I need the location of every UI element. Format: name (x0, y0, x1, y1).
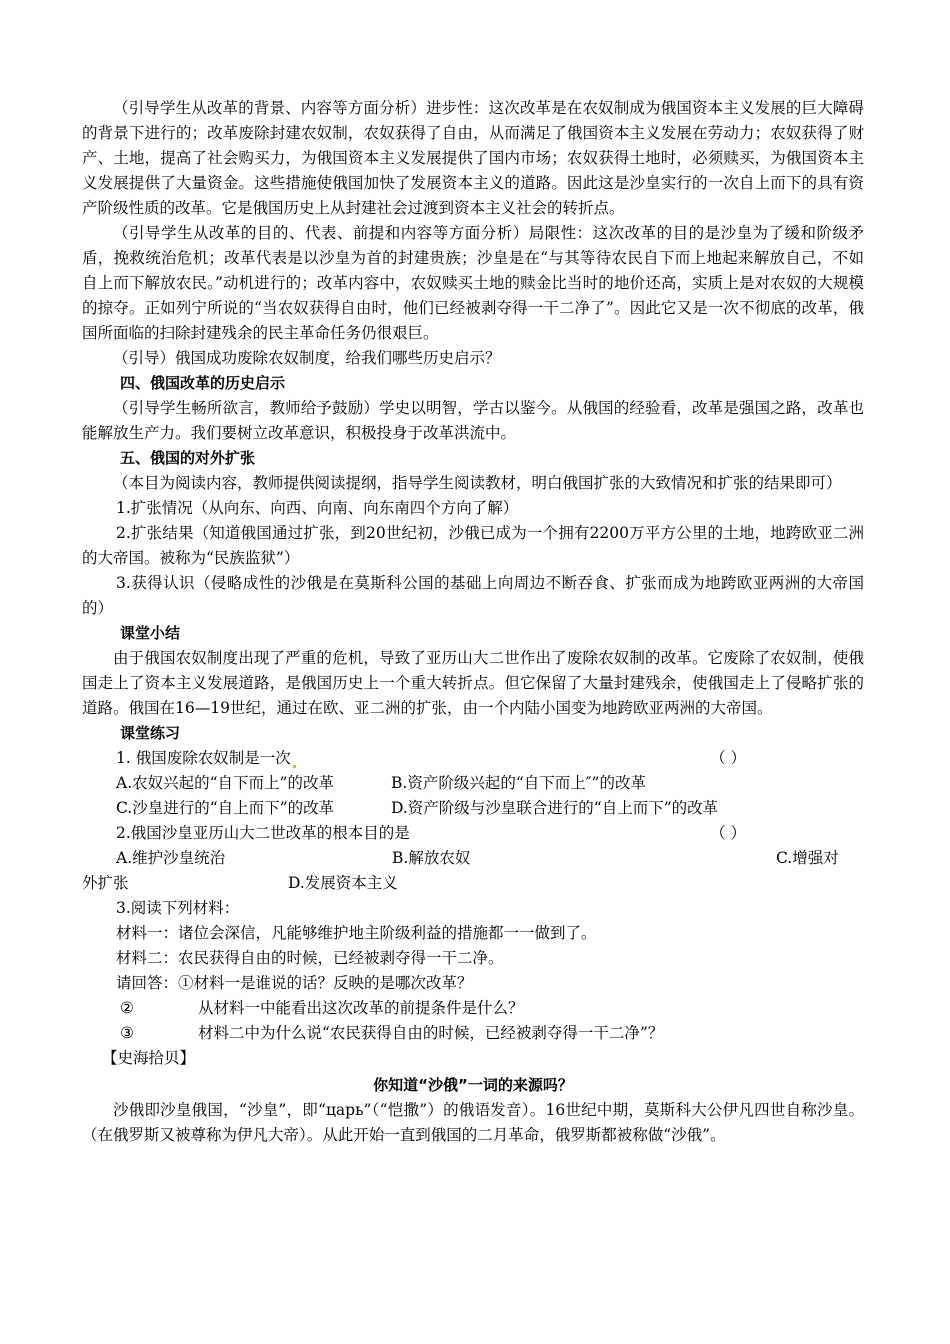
document-page (82, 96, 864, 1148)
history-title: 你知道“沙俄”一词的来源吗？ (373, 1076, 573, 1094)
question-1-options-ab (82, 771, 864, 796)
question-2-options-abc (82, 846, 864, 871)
question-1-paren: （ ） (710, 749, 746, 767)
summary-heading: 课堂小结 (120, 624, 181, 642)
question-2-paren: （ ） (710, 824, 746, 842)
expansion-result: 2.扩张结果（知道俄国通过扩张，到20世纪初，沙俄已成为一个拥有2200万平方公里的土地，地跨欧亚二洲的大帝国。被称为“民族监狱”） (82, 524, 864, 567)
question-3-sub-2 (82, 996, 864, 1021)
question-3-sub-3 (82, 1021, 864, 1046)
question-3-ask: 请回答：①材料一是谁说的话？反映的是哪次改革？ (116, 974, 473, 992)
practice-heading: 课堂练习 (120, 724, 181, 742)
question-2 (82, 821, 864, 846)
question-2-stem: 2.俄国沙皇亚历山大二世改革的根本目的是 (116, 824, 410, 842)
progressiveness-paragraph: （引导学生从改革的背景、内容等方面分析）进步性：这次改革是在农奴制成为俄国资本主义发展的巨大障碍的背景下进行的；改革废除封建农奴制，农奴获得了自由，从而满足了俄国资本主义发展在劳动力；农奴获得了财产、土地，提高了社会购买力，为俄国资本主义发展提供了国内市场；农奴获得土地时，必须赎买，为俄国资本主义发展提供了大量资金。这些措施使俄国加快了发展资本主义的道路。因此这是沙皇实行的一次自上而下的具有资产阶级性质的改革。它是俄国历史上从封建社会过渡到资本主义社会的转折点。 (82, 99, 864, 217)
guide-question: （引导）俄国成功废除农奴制度，给我们哪些历史启示？ (113, 349, 501, 367)
section-5-heading: 五、俄国的对外扩张 (120, 449, 256, 467)
question-1-options-cd (82, 796, 864, 821)
question-1-stem: 1. 俄国废除农奴制是一次 (116, 749, 291, 767)
q1-option-c: C.沙皇进行的“自上而下”的改革 (116, 799, 335, 817)
question-3-stem: 3.阅读下列材料： (116, 899, 240, 917)
answer-blank-1[interactable] (291, 746, 315, 771)
summary-paragraph: 由于俄国农奴制度出现了严重的危机，导致了亚历山大二世作出了废除农奴制的改革。它废除了农奴制，使俄国走上了资本主义发展道路，是俄国历史上一个重大转折点。但它保留了大量封建残余，使俄国走上了侵略扩张的道路。俄国在16—19世纪，通过在欧、亚二洲的扩张，由一个内陆小国变为地跨欧亚两洲的大帝国。 (82, 649, 864, 717)
section-5-intro: （本目为阅读内容，教师提供阅读提纲，指导学生阅读教材，明白俄国扩张的大致情况和扩张的结果即可） (113, 474, 842, 492)
q1-option-d: D.资产阶级与沙皇联合进行的“自上而下”的改革 (391, 799, 719, 817)
q2-option-a: A.维护沙皇统治 (116, 849, 226, 867)
section-4-paragraph: （引导学生畅所欲言，教师给予鼓励）学史以明智，学古以鉴今。从俄国的经验看，改革是强国之路，改革也能解放生产力。我们要树立改革意识，积极投身于改革洪流中。 (82, 399, 864, 442)
q2-option-d: D.发展资本主义 (288, 874, 398, 892)
q1-option-b: B.资产阶级兴起的“自下而上″”的改革 (391, 774, 646, 792)
question-2-options-cd (82, 871, 864, 896)
sub-3-number: ③ (120, 1024, 134, 1042)
sub-2-text: 从材料一中能看出这次改革的前提条件是什么？ (198, 999, 524, 1017)
q1-option-a: A.农奴兴起的“自下而上”的改革 (116, 774, 334, 792)
sub-2-number: ② (120, 999, 134, 1017)
expansion-understanding: 3.获得认识（侵略成性的沙俄是在莫斯科公国的基础上向周边不断吞食、扩张而成为地跨欧亚两洲的大帝国的） (82, 574, 864, 617)
q2-option-b: B.解放农奴 (392, 849, 471, 867)
limitation-paragraph: （引导学生从改革的目的、代表、前提和内容等方面分析）局限性：这次改革的目的是沙皇为了缓和阶级矛盾，挽救统治危机；改革代表是以沙皇为首的封建贵族；沙皇是在“与其等待农民自下而上地起来解放自己，不如自上而下解放农民。”动机进行的；改革内容中，农奴赎买土地的赎金比当时的地价还高，实质上是对农奴的大规模的掠夺。正如列宁所说的“当农奴获得自由时，他们已经被剥夺得一干二净了”。因此它又是一次不彻底的改革，俄国所面临的扫除封建残余的民主革命任务仍很艰巨。 (82, 224, 864, 342)
material-1: 材料一：诸位会深信，凡能够维护地主阶级利益的措施都一一做到了。 (116, 924, 597, 942)
q2-option-c-cont: 外扩张 (82, 874, 129, 892)
expansion-situation: 1.扩张情况（从向东、向西、向南、向东南四个方向了解） (116, 499, 519, 517)
q2-option-c: C.增强对 (776, 849, 839, 867)
section-4-heading: 四、俄国改革的历史启示 (120, 374, 286, 392)
history-paragraph: 沙俄即沙皇俄国，“沙皇”，即“царь”（“恺撒”）的俄语发音）。16世纪中期，莫斯科大公伊凡四世自称沙皇。（在俄罗斯又被尊称为伊凡大帝）。从此开始一直到俄国的二月革命，俄罗斯都被称做“沙俄”。 (82, 1101, 864, 1144)
history-tag: 【史海拾贝】 (102, 1049, 196, 1067)
material-2: 材料二：农民获得自由的时候，已经被剥夺得一干二净。 (116, 949, 504, 967)
question-1 (82, 746, 864, 771)
sub-3-text: 材料二中为什么说“农民获得自由的时候，已经被剥夺得一干二净”？ (198, 1024, 664, 1042)
